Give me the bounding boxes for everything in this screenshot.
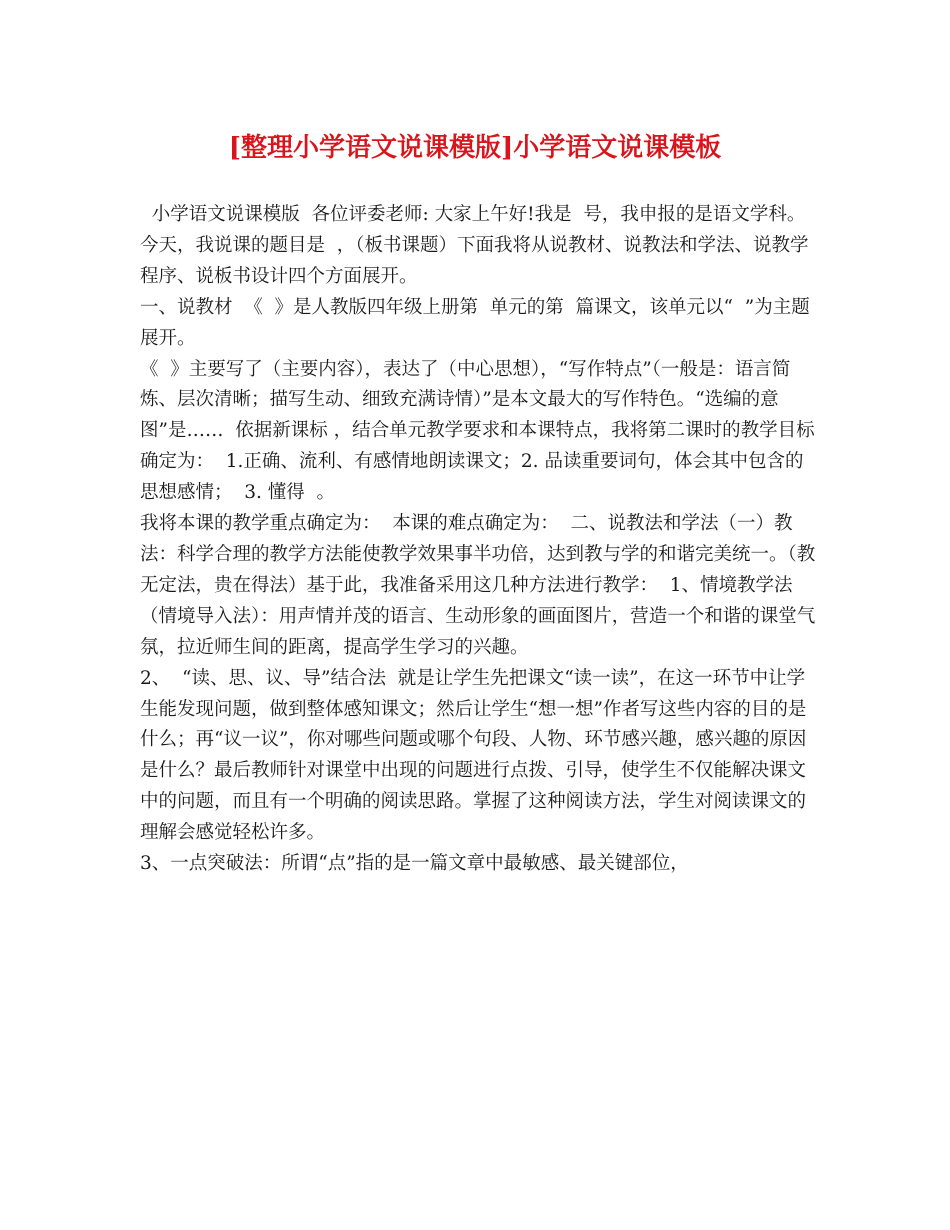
paragraph: 2、 “读、思、议、导”结合法 就是让学生先把课文“读一读”，在这一环节中让学生能发现问题，做到整体感知课文；然后让学生“想一想”作者写这些内容的目的是什么；再“议一议”，你对哪些问题或哪个句段、人物、环节感兴趣，感兴趣的原因是什么？最后教师针对课堂中出现的问题进行点拨、引导，使学生不仅能解决课文中的问题，而且有一个明确的阅读思路。掌握了这种阅读方法，学生对阅读课文的理解会感觉轻松许多。 — [140, 667, 807, 844]
paragraph: 小学语文说课模版 各位评委老师: 大家上午好!我是 号，我申报的是语文学科。今天，我说课的题目是 ，（板书课题）下面我将从说教材、说教法和学法、说教学程序、说板书设计四个方面展开。 — [140, 204, 809, 287]
document-title: [整理小学语文说课模版]小学语文说课模板 — [228, 133, 722, 163]
paragraph: 一、说教材 《 》是人教版四年级上册第 单元的第 篇课文，该单元以“ ”为主题展开。 — [140, 296, 810, 349]
paragraph: 我将本课的教学重点确定为： 本课的难点确定为： 二、说教法和学法（一）教法：科学合理的教学方法能使教学效果事半功倍，达到教与学的和谐完美统一。（教无定法，贵在得法）基于此，我准备采用这几种方法进行教学： 1、情境教学法（情境导入法）：用声情并茂的语言、生动形象的画面图片，营造一个和谐的课堂气氛，拉近师生间的距离，提高学生学习的兴趣。 — [140, 513, 816, 658]
paragraph: 《 》主要写了（主要内容），表达了（中心思想），“写作特点”（一般是：语言简炼、层次清晰；描写生动、细致充满诗情）”是本文最大的写作特色。“选编的意图”是…… 依据新课标 ，结合单元教学要求和本课特点，我将第二课时的教学目标确定为： 1.正确、流利、有感情地朗读课文；2. 品读重要词句，体会其中包含的思想感情； 3. 懂得 。 — [140, 358, 815, 504]
document-body — [140, 200, 820, 880]
paragraph: 3、一点突破法：所谓“点”指的是一篇文章中最敏感、最关键部位， — [140, 853, 689, 875]
